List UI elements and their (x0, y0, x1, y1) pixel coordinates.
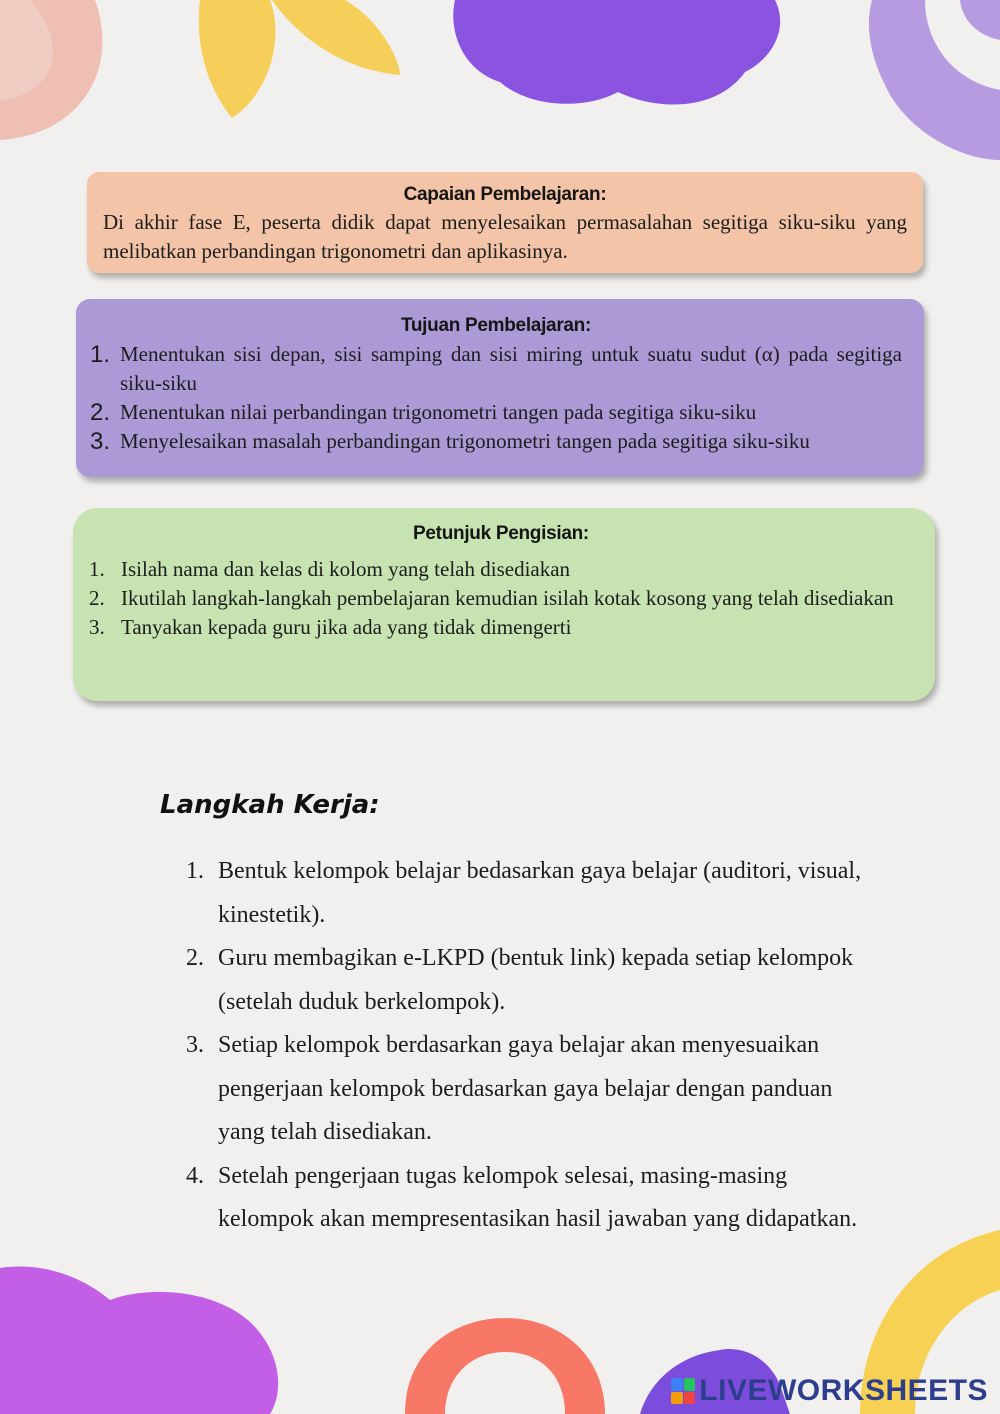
list-item (89, 555, 913, 584)
langkah-kerja-list (186, 850, 876, 1242)
petunjuk-title: Petunjuk Pengisian: (413, 523, 589, 544)
petunjuk-pengisian-card (73, 508, 935, 701)
item-number: 3. (89, 615, 105, 639)
list-item (186, 1024, 876, 1155)
purple-blob-shape (453, 0, 780, 105)
list-item (186, 850, 876, 937)
item-text: Menentukan sisi depan, sisi samping dan sisi miring untuk suatu sudut (α) pada segitiga siku-siku (120, 342, 902, 395)
magenta-blob-shape (0, 1267, 278, 1414)
list-item (89, 584, 913, 613)
liveworksheets-watermark[interactable] (671, 1374, 988, 1408)
list-item (89, 613, 913, 642)
item-number: 1. (89, 557, 105, 581)
item-text: Setiap kelompok berdasarkan gaya belajar akan menyesuaikan pengerjaan kelompok berdasarkan gaya belajar dengan panduan yang telah disediakan. (218, 1032, 833, 1145)
item-text: Menentukan nilai perbandingan trigonometri tangen pada segitiga siku-siku (120, 400, 757, 424)
list-item (90, 398, 902, 427)
item-number: 2. (89, 586, 105, 610)
tujuan-pembelajaran-card (76, 299, 924, 477)
capaian-title: Capaian Pembelajaran: (403, 184, 607, 205)
item-text: Tanyakan kepada guru jika ada yang tidak dimengerti (121, 615, 572, 639)
item-text: Isilah nama dan kelas di kolom yang telah disediakan (121, 557, 571, 581)
capaian-text: Di akhir fase E, peserta didik dapat menyelesaikan permasalahan segitiga siku-siku yang melibatkan perbandingan trigonometri dan aplikasinya. (103, 210, 907, 263)
item-text: Bentuk kelompok belajar bedasarkan gaya belajar (auditori, visual, kinestetik). (218, 858, 862, 928)
item-text: Ikutilah langkah-langkah pembelajaran kemudian isilah kotak kosong yang telah disediakan (121, 586, 894, 610)
capaian-pembelajaran-card (87, 172, 923, 273)
petunjuk-list (89, 555, 913, 642)
item-text: Guru membagikan e-LKPD (bentuk link) kepada setiap kelompok (setelah duduk berkelompok). (218, 945, 854, 1015)
brand-text: LIVEWORKSHEETS (699, 1374, 988, 1407)
langkah-kerja-heading: Langkah Kerja: (160, 790, 380, 820)
yellow-leaf-shape-2 (272, 0, 400, 75)
liveworksheets-logo-icon (671, 1378, 695, 1404)
item-number: 2. (90, 399, 111, 426)
tujuan-list (90, 340, 902, 456)
item-number: 3. (90, 428, 111, 455)
item-text: Setelah pengerjaan tugas kelompok selesai, masing-masing kelompok akan mempresentasikan hasil jawaban yang didapatkan. (218, 1162, 858, 1232)
tujuan-title: Tujuan Pembelajaran: (400, 315, 592, 336)
list-item (90, 340, 902, 398)
list-item (90, 427, 902, 456)
item-number: 4. (186, 1162, 204, 1189)
item-number: 3. (186, 1032, 204, 1058)
item-number: 2. (186, 945, 204, 971)
item-number: 1. (90, 341, 111, 368)
list-item (186, 1155, 876, 1242)
item-number: 1. (186, 858, 204, 884)
item-text: Menyelesaikan masalah perbandingan trigonometri tangen pada segitiga siku-siku (120, 429, 810, 453)
yellow-leaf-shape (199, 0, 276, 118)
pink-arch-shape (405, 1318, 605, 1414)
list-item (186, 937, 876, 1024)
